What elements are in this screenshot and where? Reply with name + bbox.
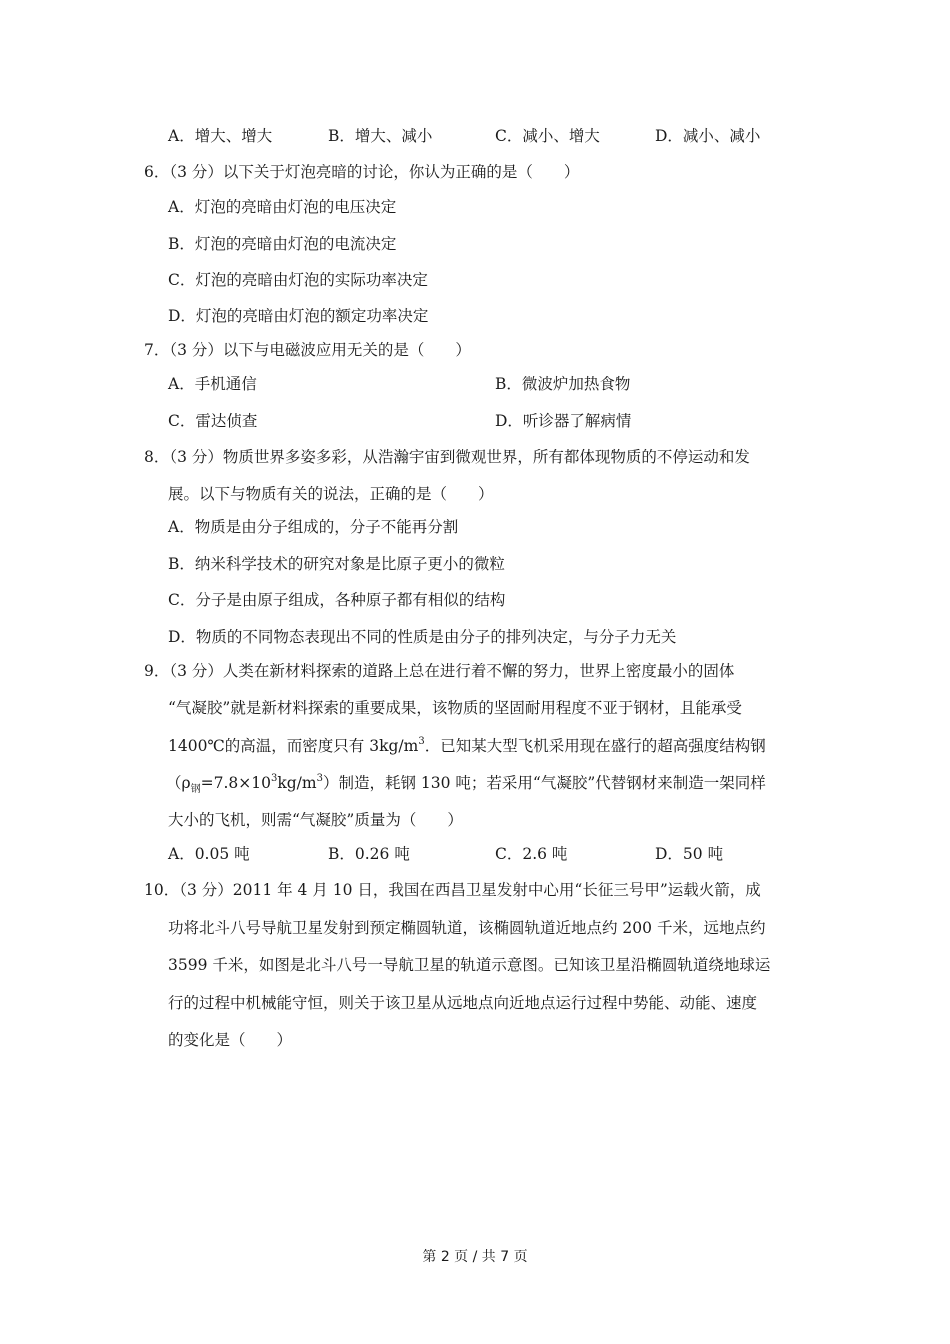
q9-option-b: B．0.26 吨 [328, 845, 410, 863]
q9-option-c: C．2.6 吨 [495, 845, 568, 863]
q9-line3 [168, 736, 766, 756]
q9-line4-superscript-1: 3 [270, 772, 278, 784]
q9-line4-text-b: =7.8×10 [200, 774, 271, 792]
q9-line4-text-d: ）制造，耗钢 130 吨；若采用“气凝胶”代替钢材来制造一架同样 [322, 774, 766, 792]
q5-option-b: B．增大、减小 [328, 127, 433, 145]
q6-stem: 6．（3 分）以下关于灯泡亮暗的讨论，你认为正确的是（ ） [144, 163, 580, 181]
q8-option-a: A．物质是由分子组成的，分子不能再分割 [168, 518, 459, 536]
q9-line4-text-c: kg/m [277, 774, 317, 792]
q8-option-d: D．物质的不同物态表现出不同的性质是由分子的排列决定，与分子力无关 [168, 628, 677, 646]
q9-line4-superscript-2: 3 [316, 772, 323, 784]
q10-line5: 的变化是（ ） [168, 1031, 293, 1049]
q8-stem-line2: 展。以下与物质有关的说法，正确的是（ ） [168, 485, 494, 503]
q7-option-a: A．手机通信 [168, 375, 257, 393]
q6-option-b: B．灯泡的亮暗由灯泡的电流决定 [168, 235, 397, 253]
q8-option-b: B．纳米科学技术的研究对象是比原子更小的微粒 [168, 555, 505, 573]
q7-option-b: B．微波炉加热食物 [495, 375, 631, 393]
q9-line4-text-a: （ρ [166, 774, 191, 792]
q7-option-d: D．听诊器了解病情 [495, 412, 632, 430]
q10-line4: 行的过程中机械能守恒，则关于该卫星从远地点向近地点运行过程中势能、动能、速度 [168, 994, 758, 1012]
q5-option-d: D．减小、减小 [655, 127, 761, 145]
q9-line4 [166, 772, 766, 796]
q10-line3: 3599 千米，如图是北斗八号一导航卫星的轨道示意图。已知该卫星沿椭圆轨道绕地球运 [168, 956, 771, 974]
q9-line3-text-b: ．已知某大型飞机采用现在盛行的超高强度结构钢 [424, 737, 766, 755]
q7-stem: 7．（3 分）以下与电磁波应用无关的是（ ） [144, 341, 471, 359]
q8-stem-line1: 8．（3 分）物质世界多姿多彩，从浩瀚宇宙到微观世界，所有都体现物质的不停运动和发 [144, 448, 750, 466]
q9-line5: 大小的飞机，则需“气凝胶”质量为（ ） [168, 811, 463, 829]
page-footer: 第 2 页 / 共 7 页 [422, 1249, 528, 1265]
q9-line1: 9．（3 分）人类在新材料探索的道路上总在进行着不懈的努力，世界上密度最小的固体 [144, 662, 735, 680]
q5-option-c: C．减小、增大 [495, 127, 600, 145]
q9-line4-subscript: 钢 [190, 784, 201, 796]
q6-option-d: D．灯泡的亮暗由灯泡的额定功率决定 [168, 307, 429, 325]
q9-option-a: A．0.05 吨 [168, 845, 250, 863]
q10-line2: 功将北斗八号导航卫星发射到预定椭圆轨道，该椭圆轨道近地点约 200 千米，远地点约 [168, 919, 766, 937]
q9-line2: “气凝胶”就是新材料探索的重要成果，该物质的坚固耐用程度不亚于钢材，且能承受 [168, 699, 742, 717]
q9-line3-text-a: 1400℃的高温，而密度只有 3kg/m [168, 737, 419, 755]
q9-line3-superscript: 3 [418, 735, 425, 747]
q10-line1: 10．（3 分）2011 年 4 月 10 日，我国在西昌卫星发射中心用“长征三号甲”运载火箭，成 [144, 881, 761, 899]
q8-option-c: C．分子是由原子组成，各种原子都有相似的结构 [168, 591, 506, 609]
q9-option-d: D．50 吨 [655, 845, 724, 863]
q7-option-c: C．雷达侦查 [168, 412, 258, 430]
q5-option-a: A．增大、增大 [168, 127, 273, 145]
q6-option-a: A．灯泡的亮暗由灯泡的电压决定 [168, 198, 397, 216]
q6-option-c: C．灯泡的亮暗由灯泡的实际功率决定 [168, 271, 428, 289]
